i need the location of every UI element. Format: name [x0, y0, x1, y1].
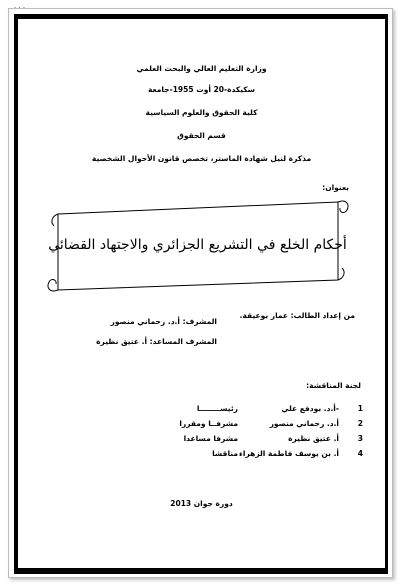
member-num-4: 4 [357, 449, 363, 458]
member-role-3: مشرفا مساعدا [183, 434, 238, 443]
member-num-2: 2 [357, 419, 363, 428]
ministry-line: وزارة التعليم العالي والبحث العلمي [136, 64, 267, 73]
faculty-line: كلية الحقوق والعلوم السياسية [145, 108, 258, 117]
department-line: قسم الحقوق [177, 131, 226, 140]
corner-marks: · · · [14, 4, 26, 12]
member-role-4: مناقشا [212, 449, 238, 458]
member-role-2: مشرفــا ومقررا [179, 419, 238, 428]
member-name-4: أ. بن يوسف فاطمة الزهراء [239, 449, 339, 458]
member-name-1: -أ.د. بودفع علي [281, 404, 339, 413]
member-name-2: أ.د. رحماني منصور [269, 419, 339, 428]
student-line: من إعداد الطالب: عمار بوعيقة. [239, 311, 355, 320]
member-num-1: 1 [357, 404, 363, 413]
title-label: بعنوان: [322, 183, 349, 192]
assistant-supervisor-line: المشرف المساعد: أ. عتيق نظيرة [96, 337, 217, 346]
thesis-title: أحكام الخلع في التشريع الجزائري والاجتهاد القضائي [48, 237, 347, 253]
committee-label: لجنة المناقشة: [306, 381, 361, 390]
member-role-1: رئيســــــــا [196, 404, 238, 413]
university-line: سكيكدة-20 أوت 1955-جامعة [147, 85, 256, 94]
member-num-3: 3 [357, 434, 363, 443]
thesis-note: مذكرة لنيل شهادة الماستر، تخصص قانون الأحوال الشخصية [91, 154, 312, 163]
title-scroll-banner [40, 196, 355, 296]
supervisor-line: المشرف: أ.د. رحماني منصور [110, 317, 217, 326]
member-name-3: أ. عتيق نظيرة [288, 434, 339, 443]
session-line: دورة جوان 2013 [170, 499, 233, 508]
